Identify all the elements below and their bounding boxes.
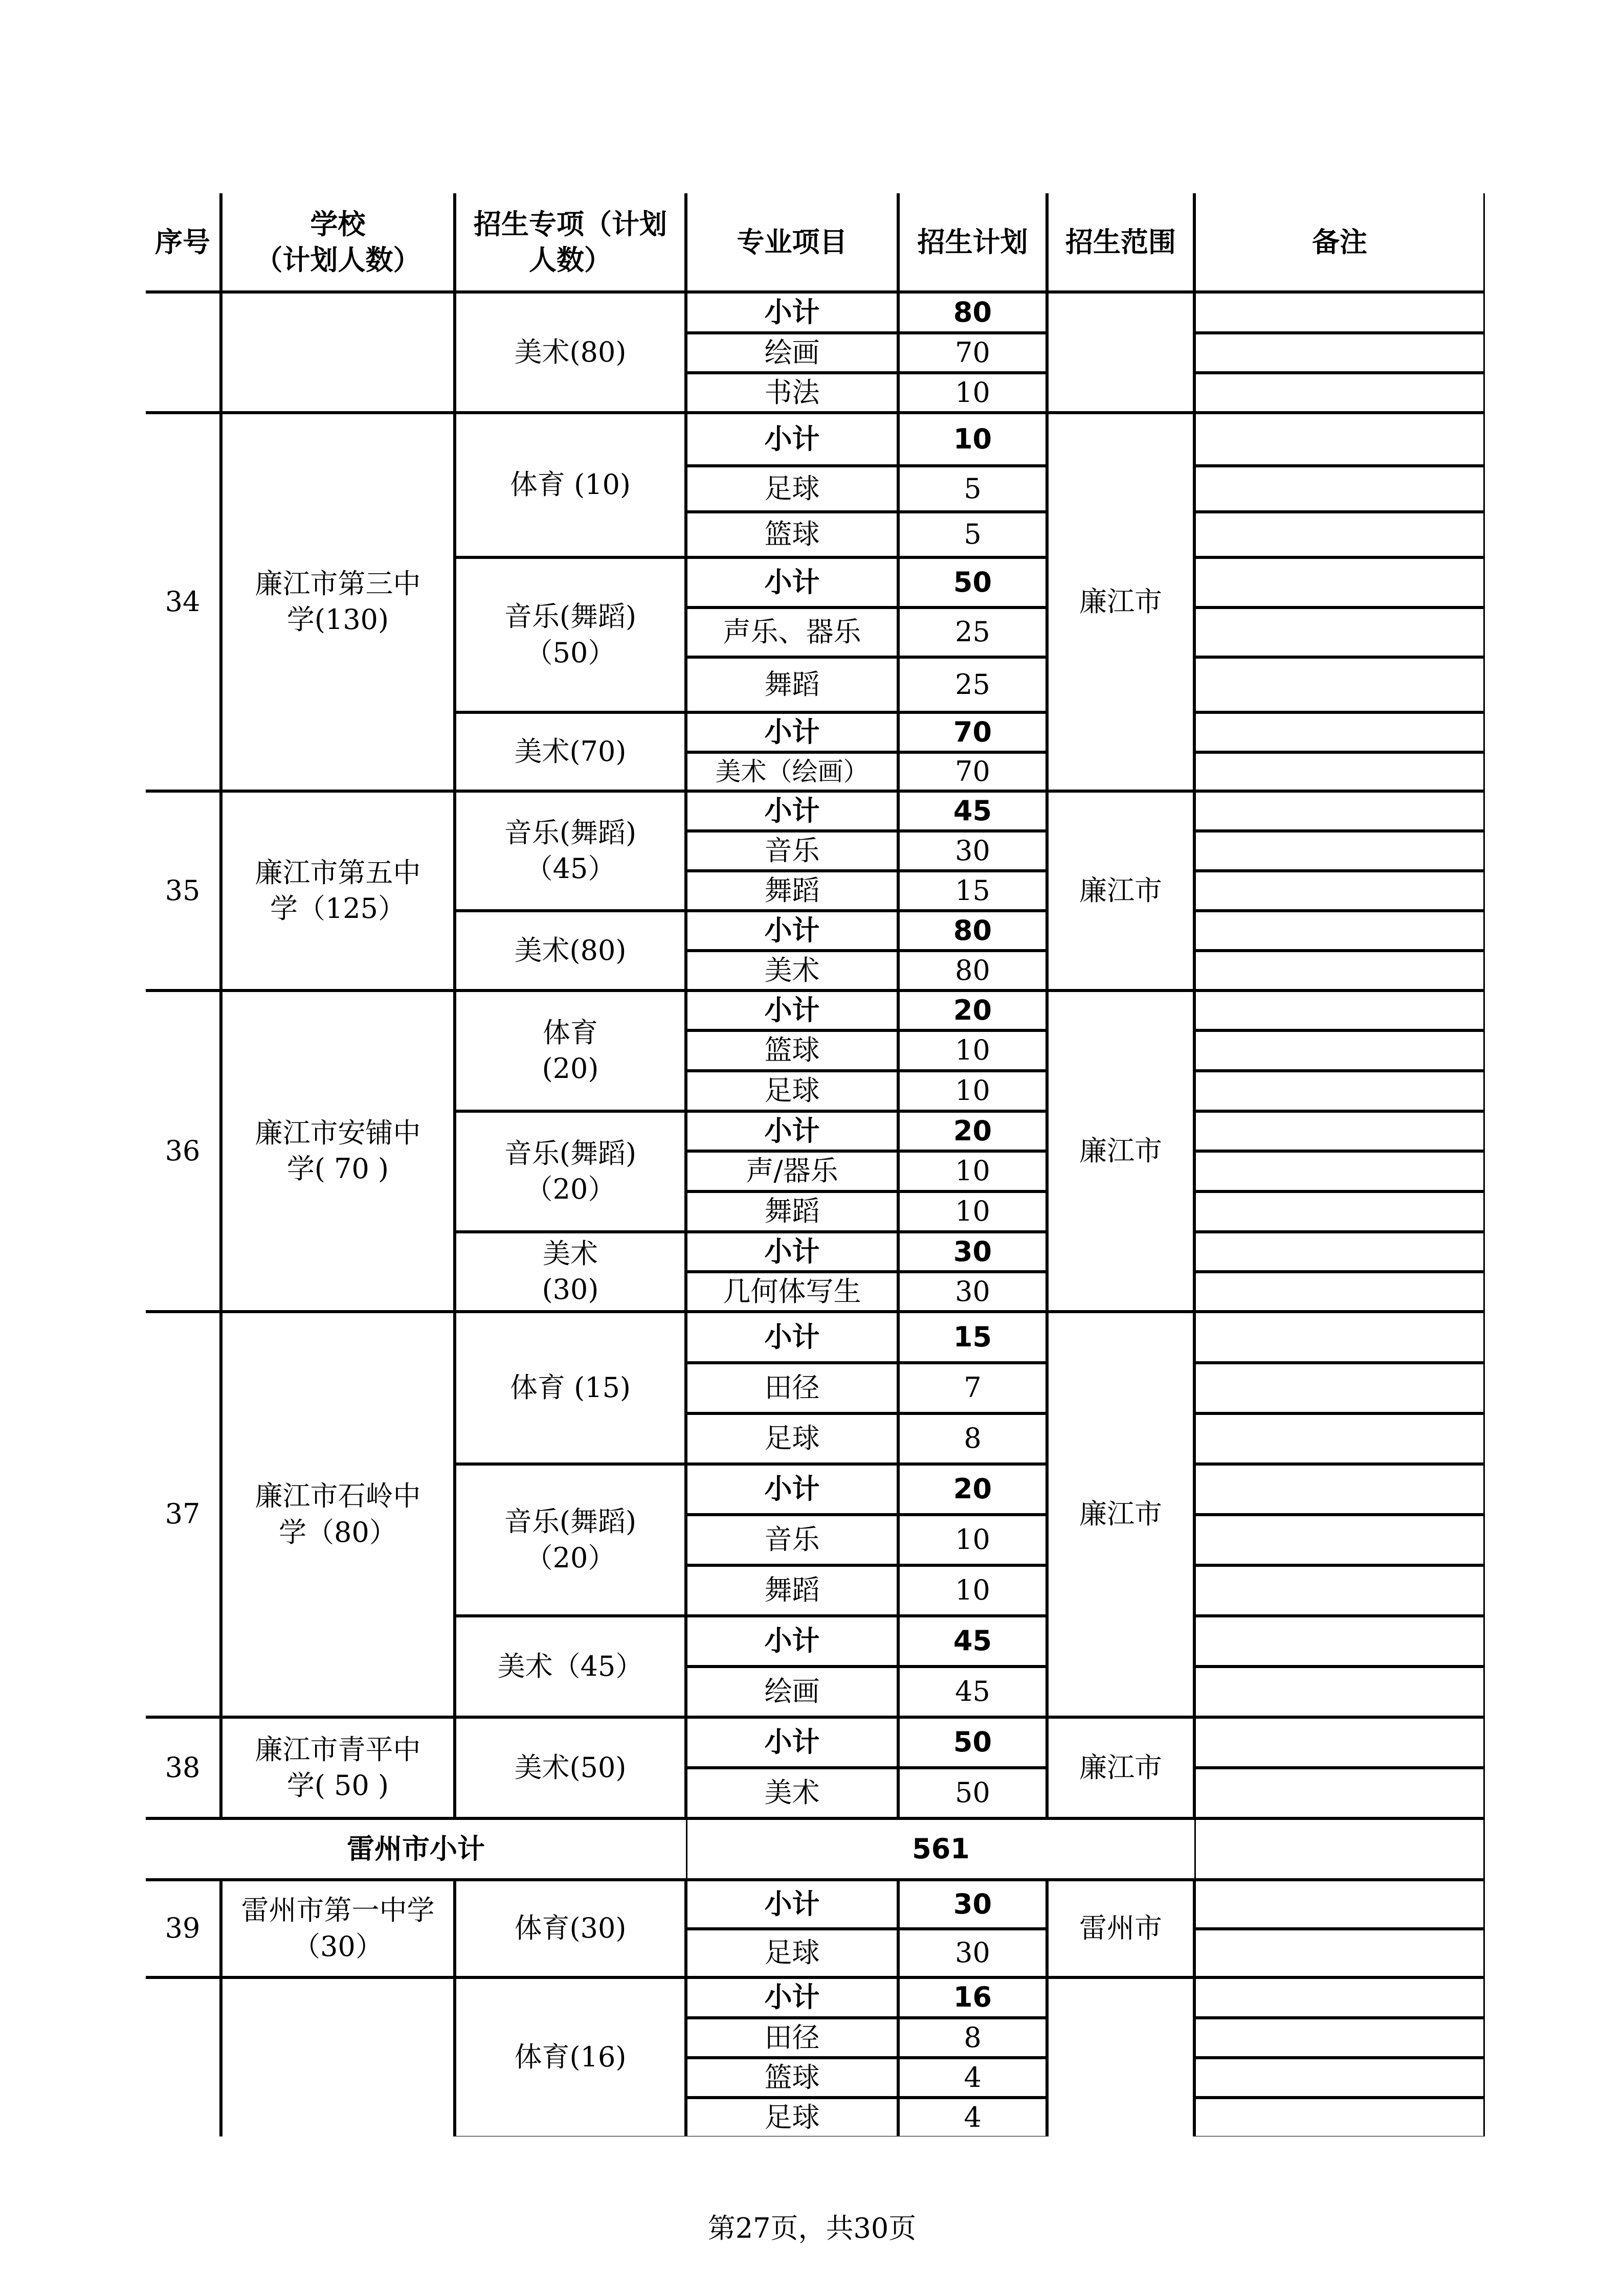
note-cell xyxy=(1194,2058,1485,2098)
item-cell: 声乐、器乐 xyxy=(686,607,898,657)
note-cell xyxy=(1194,373,1485,413)
item-cell: 足球 xyxy=(686,1929,898,1977)
item-cell: 小计 xyxy=(686,1232,898,1272)
plan-cell: 80 xyxy=(898,911,1047,951)
item-cell: 几何体写生 xyxy=(686,1272,898,1312)
item-cell: 小计 xyxy=(686,1717,898,1768)
category-cell: 音乐(舞蹈) （20） xyxy=(455,1464,686,1616)
note-cell xyxy=(1194,1071,1485,1111)
item-cell: 舞蹈 xyxy=(686,1191,898,1232)
plan-cell: 70 xyxy=(898,752,1047,791)
plan-cell: 45 xyxy=(898,1616,1047,1667)
seq-cell: 36 xyxy=(146,991,221,1312)
scope-cell xyxy=(1047,292,1194,413)
note-cell xyxy=(1194,1565,1485,1616)
item-cell: 足球 xyxy=(686,2098,898,2136)
category-cell: 美术 (30) xyxy=(455,1232,686,1312)
item-cell: 小计 xyxy=(686,791,898,831)
note-cell xyxy=(1194,1363,1485,1413)
category-cell: 美术(80) xyxy=(455,292,686,413)
item-cell: 小计 xyxy=(686,712,898,752)
plan-cell: 30 xyxy=(898,831,1047,871)
school-cell: 廉江市第三中 学(130) xyxy=(221,413,455,791)
item-cell: 美术 xyxy=(686,951,898,991)
item-cell: 小计 xyxy=(686,1977,898,2018)
plan-cell: 10 xyxy=(898,1030,1047,1071)
plan-cell: 8 xyxy=(898,1413,1047,1464)
header-plan: 招生计划 xyxy=(898,193,1047,292)
note-cell xyxy=(1194,1191,1485,1232)
item-cell: 足球 xyxy=(686,466,898,512)
scope-cell: 廉江市 xyxy=(1047,1717,1194,1818)
item-cell: 书法 xyxy=(686,373,898,413)
plan-cell: 45 xyxy=(898,791,1047,831)
note-cell xyxy=(1194,1717,1485,1768)
note-cell xyxy=(1194,911,1485,951)
note-cell xyxy=(1194,1232,1485,1272)
note-cell xyxy=(1194,991,1485,1030)
plan-cell: 10 xyxy=(898,1071,1047,1111)
note-cell xyxy=(1194,2018,1485,2058)
item-cell: 小计 xyxy=(686,1464,898,1515)
school-cell xyxy=(221,1977,455,2136)
note-cell xyxy=(1194,1030,1485,1071)
item-cell: 美术 xyxy=(686,1768,898,1818)
note-cell xyxy=(1194,1111,1485,1151)
note-cell xyxy=(1194,607,1485,657)
plan-cell: 80 xyxy=(898,292,1047,333)
note-cell xyxy=(1194,831,1485,871)
note-cell xyxy=(1194,1616,1485,1667)
category-cell: 体育(16) xyxy=(455,1977,686,2136)
item-cell: 绘画 xyxy=(686,333,898,373)
scope-cell: 雷州市 xyxy=(1047,1880,1194,1977)
plan-cell: 4 xyxy=(898,2058,1047,2098)
note-cell xyxy=(1194,1880,1485,1929)
note-cell xyxy=(1194,1768,1485,1818)
school-cell: 廉江市石岭中 学（80） xyxy=(221,1312,455,1717)
seq-cell: 35 xyxy=(146,791,221,991)
note-cell xyxy=(1194,1515,1485,1565)
plan-cell: 10 xyxy=(898,1191,1047,1232)
item-cell: 小计 xyxy=(686,1616,898,1667)
note-cell xyxy=(1194,1667,1485,1717)
category-cell: 美术(70) xyxy=(455,712,686,791)
item-cell: 小计 xyxy=(686,1111,898,1151)
plan-cell: 15 xyxy=(898,871,1047,911)
note-cell xyxy=(1194,657,1485,712)
school-cell: 廉江市青平中 学( 50 ) xyxy=(221,1717,455,1818)
note-cell xyxy=(1194,512,1485,557)
school-cell xyxy=(221,292,455,413)
note-cell xyxy=(1194,752,1485,791)
seq-cell: 38 xyxy=(146,1717,221,1818)
plan-cell: 4 xyxy=(898,2098,1047,2136)
note-cell xyxy=(1194,1272,1485,1312)
plan-cell: 15 xyxy=(898,1312,1047,1363)
plan-cell: 80 xyxy=(898,951,1047,991)
item-cell: 篮球 xyxy=(686,512,898,557)
item-cell: 足球 xyxy=(686,1071,898,1111)
item-cell: 田径 xyxy=(686,2018,898,2058)
plan-cell: 16 xyxy=(898,1977,1047,2018)
plan-cell: 5 xyxy=(898,512,1047,557)
seq-cell xyxy=(146,292,221,413)
plan-cell: 30 xyxy=(898,1880,1047,1929)
item-cell: 小计 xyxy=(686,413,898,466)
plan-cell: 25 xyxy=(898,607,1047,657)
school-cell: 廉江市第五中 学（125） xyxy=(221,791,455,991)
item-cell: 篮球 xyxy=(686,2058,898,2098)
category-cell: 音乐(舞蹈) （20） xyxy=(455,1111,686,1232)
item-cell: 小计 xyxy=(686,1312,898,1363)
plan-cell: 50 xyxy=(898,557,1047,607)
category-cell: 美术(80) xyxy=(455,911,686,991)
scope-cell: 廉江市 xyxy=(1047,1312,1194,1717)
note-cell xyxy=(1194,466,1485,512)
seq-cell: 34 xyxy=(146,413,221,791)
note-cell xyxy=(1194,1312,1485,1363)
plan-cell: 25 xyxy=(898,657,1047,712)
header-seq: 序号 xyxy=(146,193,221,292)
plan-cell: 50 xyxy=(898,1768,1047,1818)
note-cell xyxy=(1194,292,1485,333)
plan-cell: 70 xyxy=(898,712,1047,752)
header-scope: 招生范围 xyxy=(1047,193,1194,292)
scope-cell xyxy=(1047,1977,1194,2136)
item-cell: 小计 xyxy=(686,557,898,607)
note-cell xyxy=(1194,557,1485,607)
item-cell: 舞蹈 xyxy=(686,871,898,911)
scope-cell: 廉江市 xyxy=(1047,991,1194,1312)
item-cell: 小计 xyxy=(686,911,898,951)
plan-cell: 10 xyxy=(898,1565,1047,1616)
plan-cell: 45 xyxy=(898,1667,1047,1717)
item-cell: 足球 xyxy=(686,1413,898,1464)
note-cell xyxy=(1194,1151,1485,1191)
plan-cell: 10 xyxy=(898,413,1047,466)
subtotal-label: 雷州市小计 xyxy=(146,1818,687,1880)
plan-cell: 8 xyxy=(898,2018,1047,2058)
plan-cell: 20 xyxy=(898,991,1047,1030)
note-cell xyxy=(1194,712,1485,752)
plan-cell: 5 xyxy=(898,466,1047,512)
enrollment-table xyxy=(146,193,1485,2136)
category-cell: 体育 (10) xyxy=(455,413,686,557)
plan-cell: 70 xyxy=(898,333,1047,373)
item-cell: 音乐 xyxy=(686,831,898,871)
note-cell xyxy=(1194,1464,1485,1515)
item-cell: 篮球 xyxy=(686,1030,898,1071)
scope-cell: 廉江市 xyxy=(1047,791,1194,991)
item-cell: 田径 xyxy=(686,1363,898,1413)
item-cell: 舞蹈 xyxy=(686,1565,898,1616)
scope-cell: 廉江市 xyxy=(1047,413,1194,791)
note-cell xyxy=(1194,1818,1485,1880)
plan-cell: 30 xyxy=(898,1272,1047,1312)
plan-cell: 20 xyxy=(898,1111,1047,1151)
seq-cell: 39 xyxy=(146,1880,221,1977)
item-cell: 小计 xyxy=(686,292,898,333)
category-cell: 美术（45） xyxy=(455,1616,686,1717)
category-cell: 音乐(舞蹈) （50） xyxy=(455,557,686,712)
item-cell: 声/器乐 xyxy=(686,1151,898,1191)
note-cell xyxy=(1194,871,1485,911)
plan-cell: 50 xyxy=(898,1717,1047,1768)
school-cell: 雷州市第一中学 （30） xyxy=(221,1880,455,1977)
item-cell: 绘画 xyxy=(686,1667,898,1717)
header-item: 专业项目 xyxy=(686,193,898,292)
plan-cell: 20 xyxy=(898,1464,1047,1515)
note-cell xyxy=(1194,413,1485,466)
school-cell: 廉江市安铺中 学( 70 ) xyxy=(221,991,455,1312)
category-cell: 音乐(舞蹈) （45） xyxy=(455,791,686,911)
plan-cell: 30 xyxy=(898,1232,1047,1272)
plan-cell: 10 xyxy=(898,373,1047,413)
category-cell: 体育(30) xyxy=(455,1880,686,1977)
plan-cell: 7 xyxy=(898,1363,1047,1413)
item-cell: 音乐 xyxy=(686,1515,898,1565)
item-cell: 美术（绘画） xyxy=(686,752,898,791)
subtotal-value: 561 xyxy=(686,1818,1196,1880)
category-cell: 美术(50) xyxy=(455,1717,686,1818)
note-cell xyxy=(1194,333,1485,373)
header-note: 备注 xyxy=(1194,193,1485,292)
header-school: 学校 （计划人数） xyxy=(221,193,455,292)
item-cell: 小计 xyxy=(686,1880,898,1929)
page-number: 第27页，共30页 xyxy=(707,2212,917,2244)
item-cell: 小计 xyxy=(686,991,898,1030)
note-cell xyxy=(1194,1977,1485,2018)
seq-cell xyxy=(146,1977,221,2136)
header-category: 招生专项（计划 人数） xyxy=(455,193,686,292)
seq-cell: 37 xyxy=(146,1312,221,1717)
note-cell xyxy=(1194,951,1485,991)
note-cell xyxy=(1194,791,1485,831)
note-cell xyxy=(1194,2098,1485,2136)
plan-cell: 10 xyxy=(898,1151,1047,1191)
note-cell xyxy=(1194,1413,1485,1464)
plan-cell: 10 xyxy=(898,1515,1047,1565)
note-cell xyxy=(1194,1929,1485,1977)
category-cell: 体育 (20) xyxy=(455,991,686,1111)
category-cell: 体育 (15) xyxy=(455,1312,686,1464)
plan-cell: 30 xyxy=(898,1929,1047,1977)
item-cell: 舞蹈 xyxy=(686,657,898,712)
